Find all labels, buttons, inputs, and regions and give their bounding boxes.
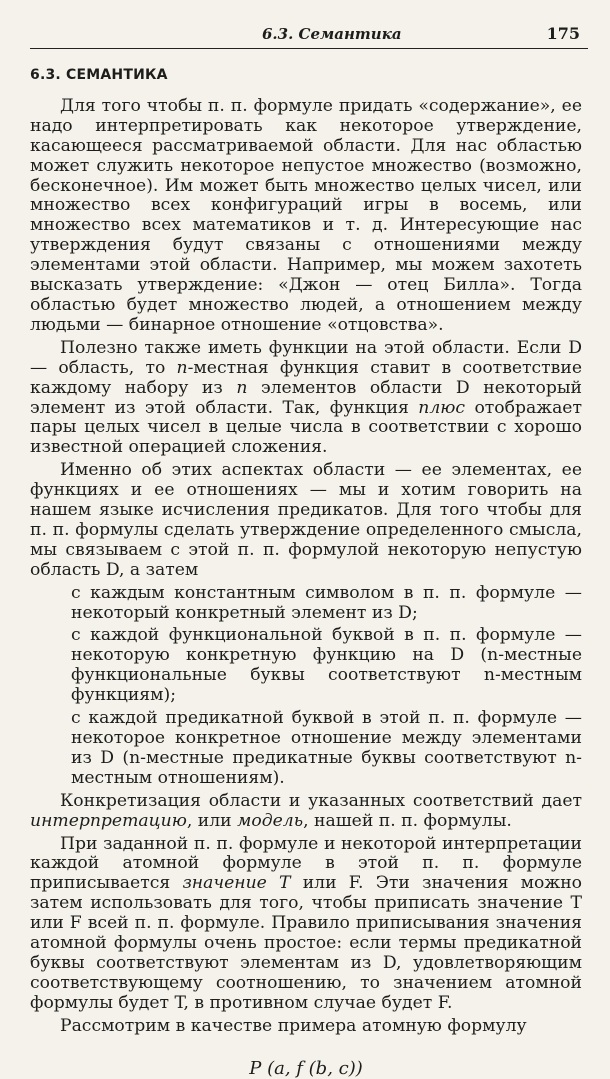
- term-value: значение T: [182, 873, 291, 894]
- paragraph-4-text: , нашей п. п. формулы.: [303, 810, 512, 831]
- paragraph-2-italic: n: [176, 357, 188, 378]
- term-interpretation: интерпретацию: [30, 810, 187, 831]
- list-item-constants: с каждым константным символом в п. п. формуле — некоторый конкретный элемент из D;: [71, 582, 582, 623]
- running-title: 6.3. Семантика: [262, 25, 402, 43]
- paragraph-2: [30, 339, 582, 458]
- paragraph-6: Рассмотрим в качестве примера атомную формулу: [60, 1015, 527, 1036]
- paragraph-2-text: отображает пары целых чисел в целые числа в соответствии с хорошо известной операцией сложения.: [30, 397, 582, 458]
- section-title: 6.3. СЕМАНТИКА: [30, 67, 168, 83]
- page-number: 175: [546, 24, 580, 43]
- list-item-predicates: с каждой предикатной буквой в этой п. п. формуле — некоторое конкретное отношение между элементами из D (n-местные предикатные буквы соответствуют n-местным отношениям).: [71, 708, 582, 788]
- paragraph-2-text: Полезно также иметь функции на этой области. Если D — область, то: [30, 337, 582, 378]
- term-model: модель: [237, 810, 304, 831]
- page-body: [30, 62, 582, 1079]
- paragraph-1: Для того чтобы п. п. формуле придать «содержание», ее надо интерпретировать как некоторое утверждение, касающееся рассматриваемой области. Для нас областью может служить некоторое непустое множество (возможно, бесконечное). Им может быть множество целых чисел, или множество всех конфигураций игры в восемь, или множество всех математиков и т. д. Интересующие нас утверждения будут связаны с отношениями между элементами этой области. Например, мы можем захотеть высказать утверждение: «Джон — отец Билла». Тогда областью будет множество людей, а отношением между людьми — бинарное отношение «отцовства».: [30, 95, 582, 335]
- paragraph-2-text: -местная функция ставит в соответствие каждому набору из: [30, 357, 582, 398]
- paragraph-4-text: Конкретизация области и указанных соответствий дает: [60, 790, 582, 811]
- atomic-formula: P (a, f (b, c)): [249, 1057, 363, 1079]
- running-header: [30, 24, 588, 49]
- list-item-functions: с каждой функциональной буквой в п. п. формуле — некоторую конкретную функцию на D (n-местные функциональные буквы соответствуют n-местным функциям);: [71, 625, 582, 706]
- paragraph-2-italic: n: [236, 377, 248, 398]
- paragraph-2-italic: плюс: [418, 397, 466, 418]
- paragraph-5-text: или F. Эти значения можно затем использовать для того, чтобы приписать значение T или F всей п. п. формуле. Правило приписывания значения атомной формулы очень простое: если термы предикатной буквы соответствуют элементам из D, удовлетворяющим соответствующему соотношению, то значением атомной формулы будет T, в противном случае будет F.: [30, 873, 582, 1013]
- paragraph-3: Именно об этих аспектах области — ее элементах, ее функциях и ее отношениях — мы и хотим говорить на нашем языке исчисления предикатов. Для того чтобы для п. п. формулы сделать утверждение определенного смысла, мы связываем с этой п. п. формулой некоторую непустую область D, а затем: [30, 460, 582, 580]
- paragraph-4: [30, 792, 582, 832]
- paragraph-4-text: , или: [186, 810, 238, 831]
- paragraph-2-text: элементов области D некоторый элемент из этой области. Так, функция: [30, 377, 582, 418]
- paragraph-5-text: При заданной п. п. формуле и некоторой интерпретации каждой атомной формуле в этой п. п. формуле приписывается: [30, 833, 582, 894]
- paragraph-5: [30, 835, 582, 1014]
